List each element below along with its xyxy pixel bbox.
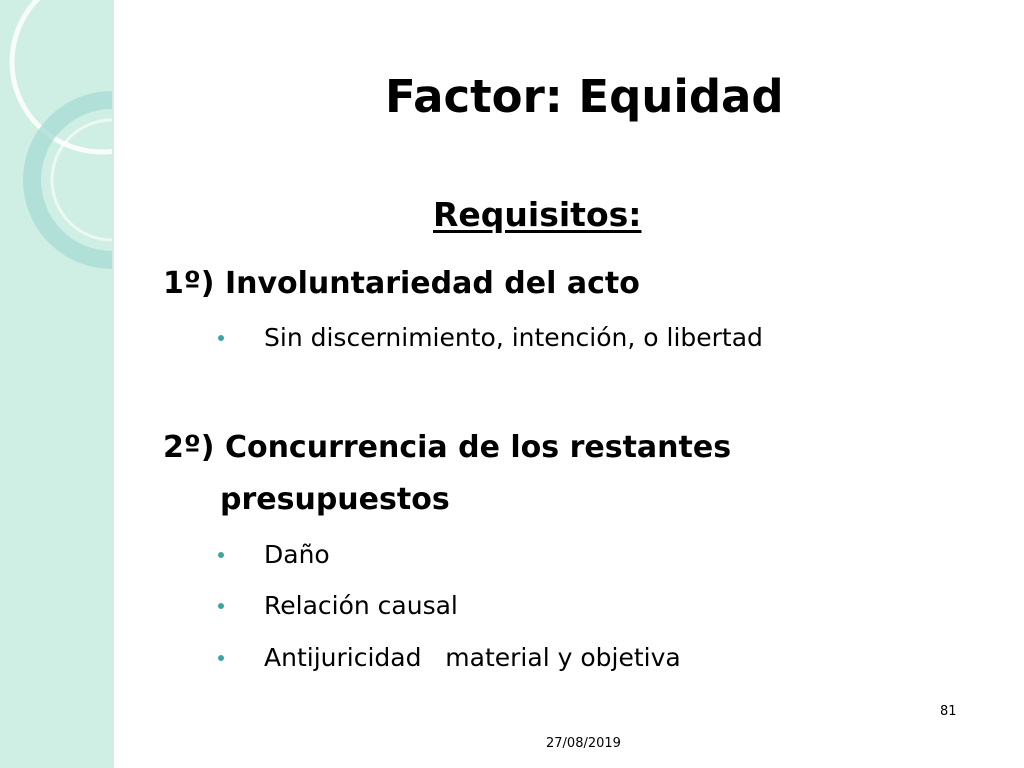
bullet-text: Daño [264, 540, 330, 569]
decorative-side-band [0, 0, 114, 768]
bullet-text: Relación causal [264, 591, 458, 620]
bullet-text: Sin discernimiento, intención, o libertad [264, 323, 763, 352]
bullet-dot-icon [218, 603, 224, 609]
slide-date: 27/08/2019 [546, 736, 621, 751]
requirement-2-heading: 2º) Concurrencia de los restantes [163, 430, 732, 465]
bullet-dot-icon [218, 335, 224, 341]
bullet-dot-icon [218, 552, 224, 558]
requirement-1-heading: 1º) Involuntariedad del acto [163, 266, 640, 301]
decorative-ring [32, 100, 112, 260]
bullet-text: Antijuricidad material y objetiva [264, 643, 681, 672]
bullet-dot-icon [218, 655, 224, 661]
decorative-circles [0, 0, 112, 768]
slide-number: 81 [940, 704, 957, 719]
slide-title: Factor: Equidad [385, 70, 784, 123]
decorative-ring-inner [52, 120, 112, 240]
slide-subtitle: Requisitos: [433, 195, 642, 234]
requirement-2-heading-continuation: presupuestos [220, 482, 450, 517]
